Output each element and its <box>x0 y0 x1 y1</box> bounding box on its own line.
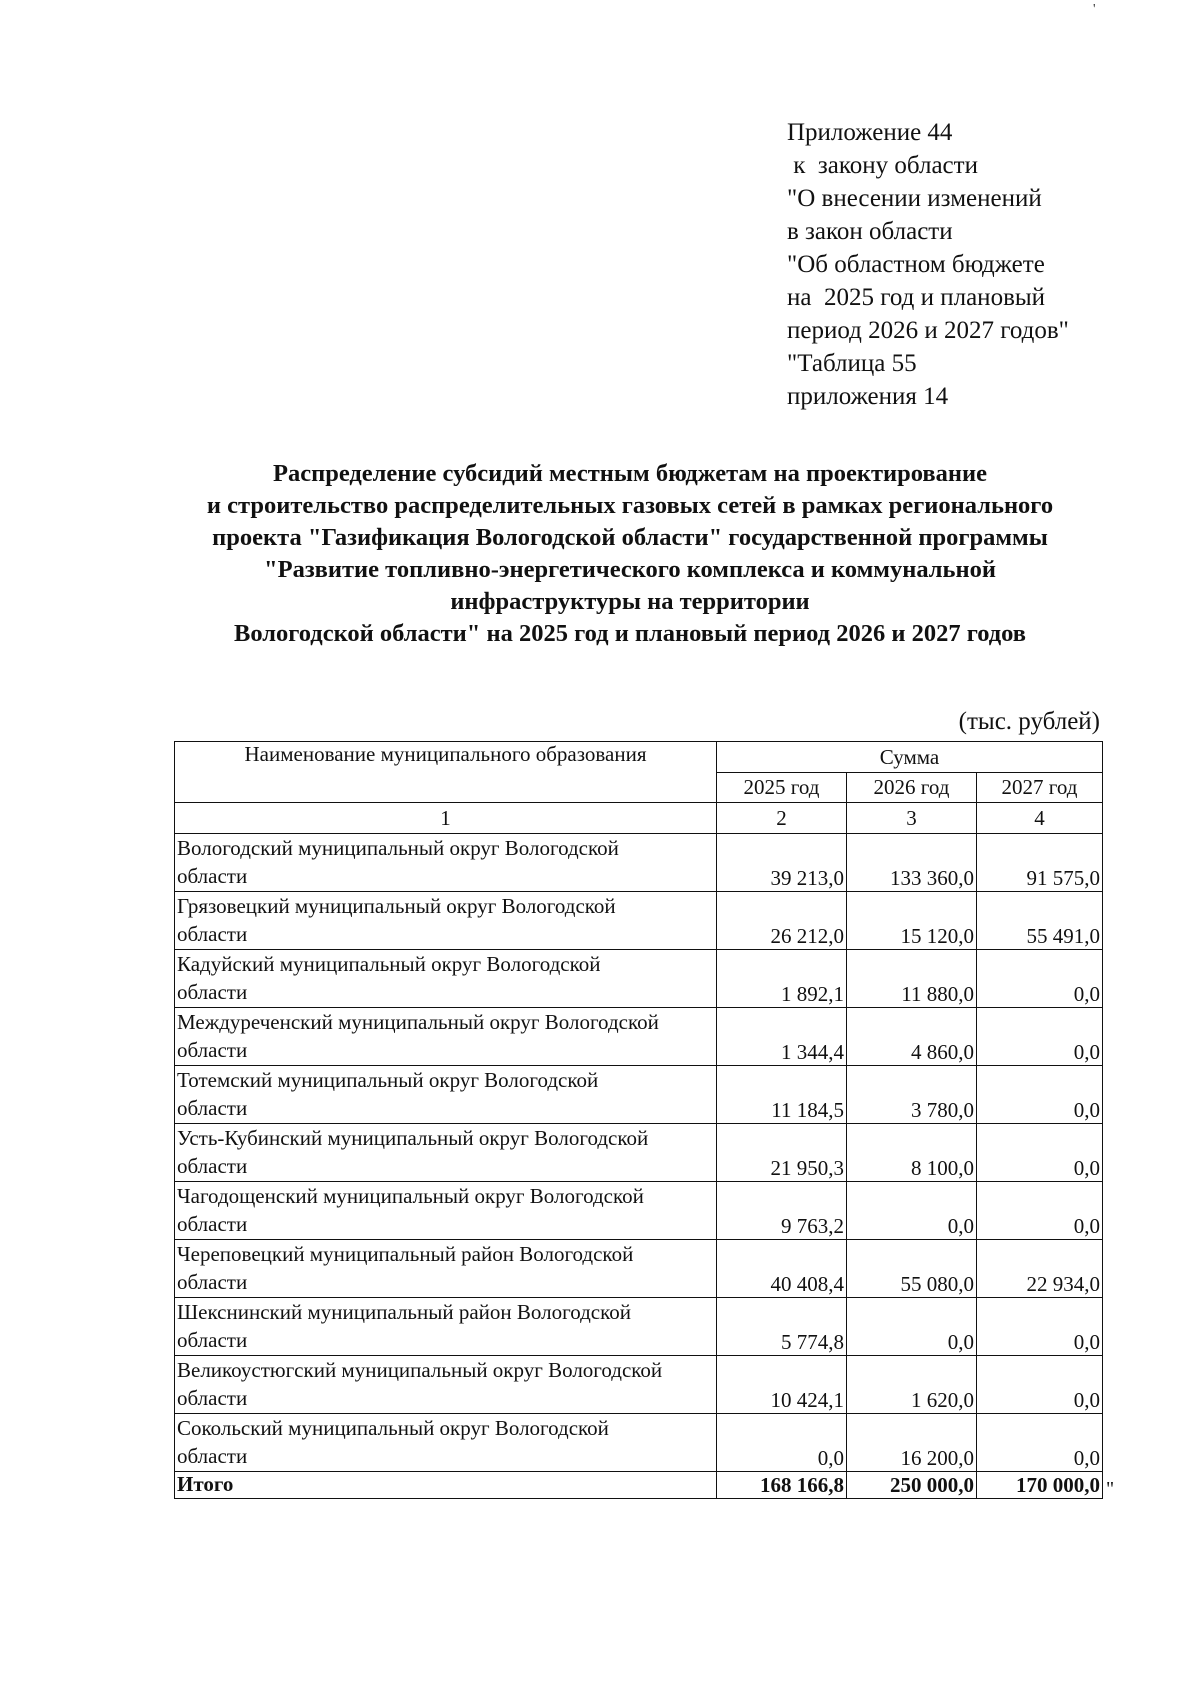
total-2026: 250 000,0 <box>847 1472 977 1499</box>
value-2026: 15 120,0 <box>847 892 977 950</box>
table-row <box>175 1182 1103 1240</box>
annex-line: "Таблица 55 <box>787 350 917 377</box>
title-line: инфраструктуры на территории <box>450 588 810 615</box>
title-line: и строительство распределительных газовых сетей в рамках регионального <box>206 492 1054 519</box>
col-name-header: Наименование муниципального образования <box>175 742 717 803</box>
municipality-name: Грязовецкий муниципальный округ Вологодской области <box>175 892 717 950</box>
annex-line: Приложение 44 <box>787 119 953 146</box>
total-2027: 170 000,0 <box>977 1472 1103 1499</box>
value-2025: 0,0 <box>717 1414 847 1472</box>
municipality-name: Череповецкий муниципальный район Вологодской области <box>175 1240 717 1298</box>
table-row <box>175 1124 1103 1182</box>
municipality-name: Усть-Кубинский муниципальный округ Вологодской области <box>175 1124 717 1182</box>
value-2026: 0,0 <box>847 1182 977 1240</box>
table-header-row <box>175 742 1103 773</box>
annex-line: на 2025 год и плановый <box>787 284 1046 311</box>
year-header: 2027 год <box>977 773 1103 803</box>
value-2026: 4 860,0 <box>847 1008 977 1066</box>
annex-line: "О внесении изменений <box>787 185 1042 212</box>
sum-header: Сумма <box>717 742 1103 773</box>
value-2027: 0,0 <box>977 1124 1103 1182</box>
title-line: "Развитие топливно-энергетического комплекса и коммунальной <box>264 556 996 583</box>
value-2025: 5 774,8 <box>717 1298 847 1356</box>
value-2025: 40 408,4 <box>717 1240 847 1298</box>
table-row <box>175 1008 1103 1066</box>
column-number: 3 <box>847 803 977 834</box>
document-title <box>140 458 1120 650</box>
municipality-name: Вологодский муниципальный округ Вологодской области <box>175 834 717 892</box>
annex-line: к закону области <box>787 152 978 179</box>
municipality-name: Чагодощенский муниципальный округ Вологодской области <box>175 1182 717 1240</box>
annex-header <box>787 116 1069 413</box>
title-line: проекта "Газификация Вологодской области" государственной программы <box>212 524 1048 551</box>
value-2027: 55 491,0 <box>977 892 1103 950</box>
subsidy-table <box>174 741 1103 1499</box>
units-label: (тыс. рублей) <box>958 708 1100 735</box>
value-2026: 8 100,0 <box>847 1124 977 1182</box>
year-header: 2025 год <box>717 773 847 803</box>
value-2026: 3 780,0 <box>847 1066 977 1124</box>
value-2025: 9 763,2 <box>717 1182 847 1240</box>
column-numbers-row <box>175 803 1103 834</box>
value-2025: 1 344,4 <box>717 1008 847 1066</box>
municipality-name: Тотемский муниципальный округ Вологодской области <box>175 1066 717 1124</box>
value-2025: 1 892,1 <box>717 950 847 1008</box>
value-2025: 39 213,0 <box>717 834 847 892</box>
value-2025: 21 950,3 <box>717 1124 847 1182</box>
value-2025: 11 184,5 <box>717 1066 847 1124</box>
title-line: Распределение субсидий местным бюджетам на проектирование <box>273 460 987 487</box>
table-row <box>175 892 1103 950</box>
municipality-name: Шекснинский муниципальный район Вологодской области <box>175 1298 717 1356</box>
value-2027: 0,0 <box>977 1356 1103 1414</box>
value-2027: 0,0 <box>977 1298 1103 1356</box>
table-row <box>175 1356 1103 1414</box>
total-label: Итого <box>175 1472 717 1499</box>
table-row <box>175 834 1103 892</box>
value-2025: 10 424,1 <box>717 1356 847 1414</box>
municipality-name: Сокольский муниципальный округ Вологодской области <box>175 1414 717 1472</box>
column-number: 2 <box>717 803 847 834</box>
annex-line: "Об областном бюджете <box>787 251 1045 278</box>
municipality-name: Кадуйский муниципальный округ Вологодской области <box>175 950 717 1008</box>
value-2027: 0,0 <box>977 1066 1103 1124</box>
table-row <box>175 1298 1103 1356</box>
closing-quote: " <box>1106 1478 1115 1500</box>
table-row <box>175 950 1103 1008</box>
total-row <box>175 1472 1103 1499</box>
value-2027: 91 575,0 <box>977 834 1103 892</box>
value-2026: 11 880,0 <box>847 950 977 1008</box>
annex-line: в закон области <box>787 218 953 245</box>
column-number: 4 <box>977 803 1103 834</box>
table-row <box>175 1240 1103 1298</box>
value-2027: 0,0 <box>977 950 1103 1008</box>
value-2027: 0,0 <box>977 1182 1103 1240</box>
value-2026: 133 360,0 <box>847 834 977 892</box>
value-2025: 26 212,0 <box>717 892 847 950</box>
value-2026: 1 620,0 <box>847 1356 977 1414</box>
municipality-name: Междуреченский муниципальный округ Вологодской области <box>175 1008 717 1066</box>
municipality-name: Великоустюгский муниципальный округ Вологодской области <box>175 1356 717 1414</box>
corner-mark: ' <box>1093 2 1096 17</box>
value-2027: 0,0 <box>977 1008 1103 1066</box>
value-2026: 16 200,0 <box>847 1414 977 1472</box>
total-2025: 168 166,8 <box>717 1472 847 1499</box>
value-2027: 22 934,0 <box>977 1240 1103 1298</box>
annex-line: период 2026 и 2027 годов" <box>787 317 1069 344</box>
table-row <box>175 1414 1103 1472</box>
value-2026: 55 080,0 <box>847 1240 977 1298</box>
value-2027: 0,0 <box>977 1414 1103 1472</box>
annex-line: приложения 14 <box>787 383 949 410</box>
table-row <box>175 1066 1103 1124</box>
value-2026: 0,0 <box>847 1298 977 1356</box>
column-number: 1 <box>175 803 717 834</box>
title-line: Вологодской области" на 2025 год и плановый период 2026 и 2027 годов <box>233 620 1027 647</box>
year-header: 2026 год <box>847 773 977 803</box>
